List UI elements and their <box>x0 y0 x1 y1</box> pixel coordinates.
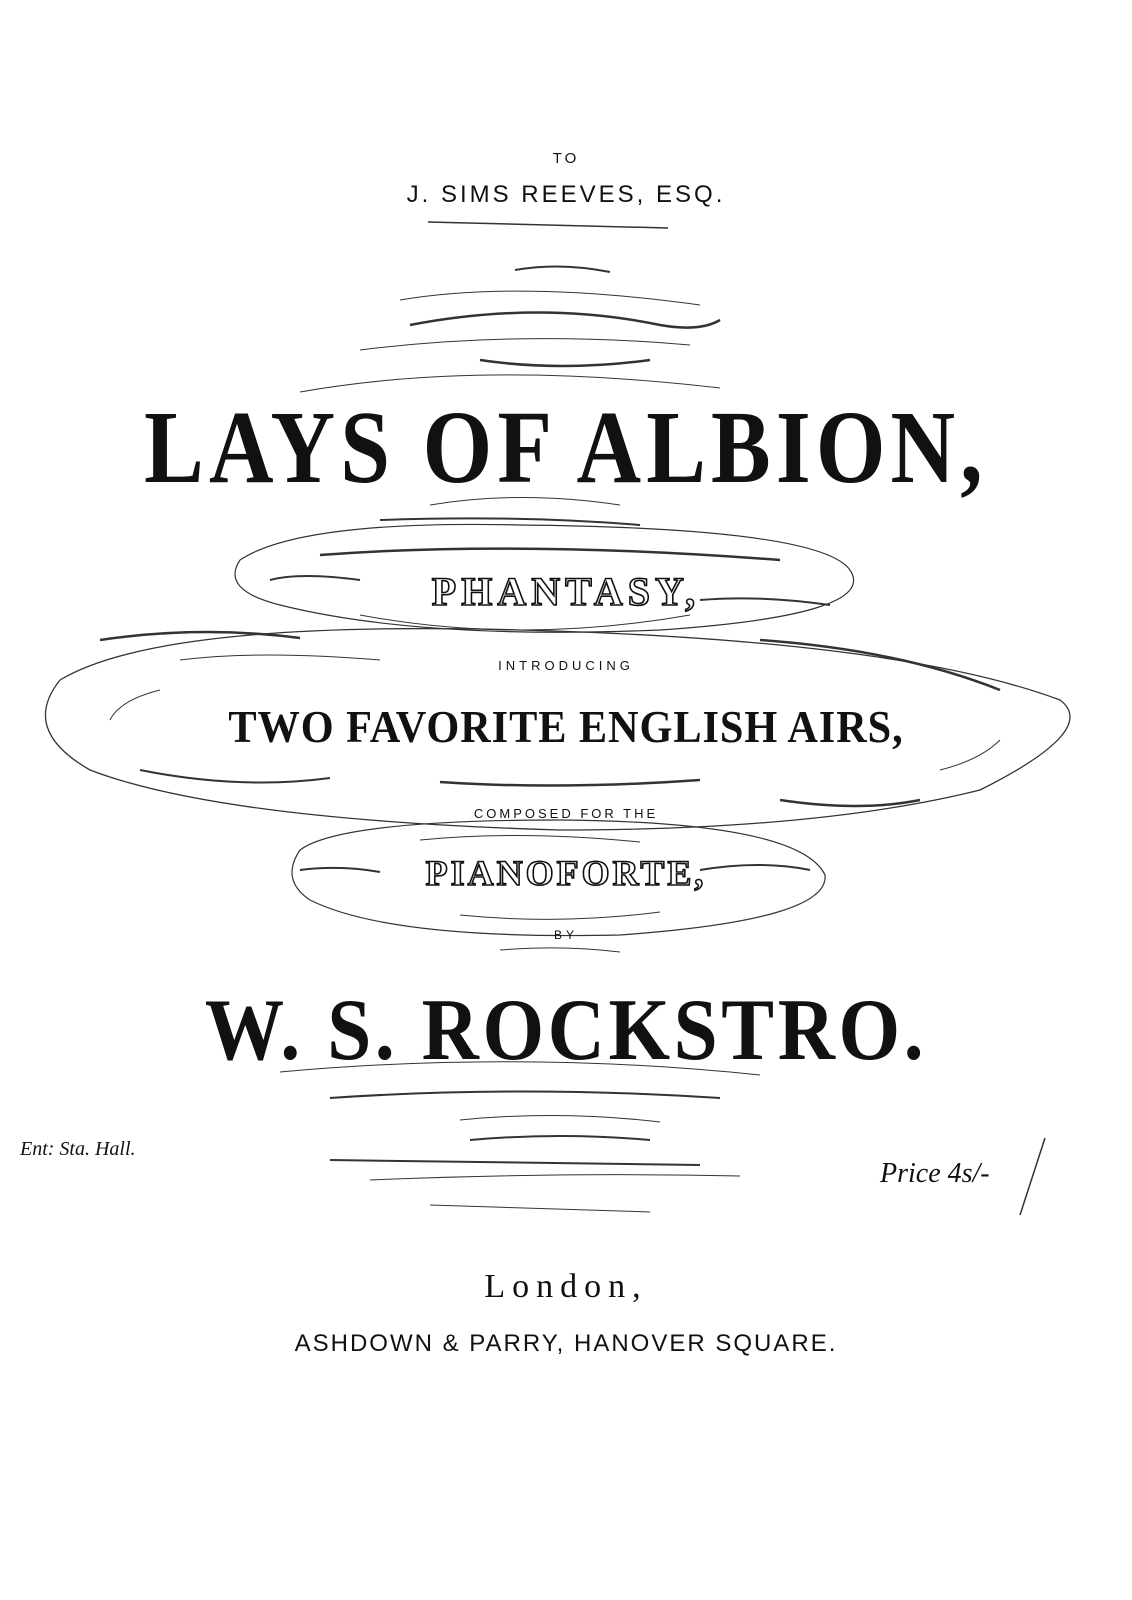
entry-note: Ent: Sta. Hall. <box>20 1138 136 1160</box>
dedication-to: TO <box>552 150 580 167</box>
composer-name: W. S. ROCKSTRO. <box>204 982 928 1079</box>
airs-heading: TWO FAVORITE ENGLISH AIRS, <box>228 701 904 752</box>
instrument-heading: PIANOFORTE, <box>425 853 707 893</box>
dedicatee-name: J. SIMS REEVES, ESQ. <box>406 181 726 208</box>
by-label: BY <box>553 928 578 942</box>
main-title: LAYS OF ALBION, <box>144 390 988 505</box>
imprint-publisher: ASHDOWN & PARRY, HANOVER SQUARE. <box>294 1330 838 1357</box>
introducing-label: INTRODUCING <box>498 658 634 673</box>
composed-for-label: COMPOSED FOR THE <box>473 806 659 821</box>
price-label: Price 4s/- <box>880 1158 990 1189</box>
imprint-city: London, <box>484 1268 648 1305</box>
subtitle: PHANTASY, <box>431 569 701 614</box>
